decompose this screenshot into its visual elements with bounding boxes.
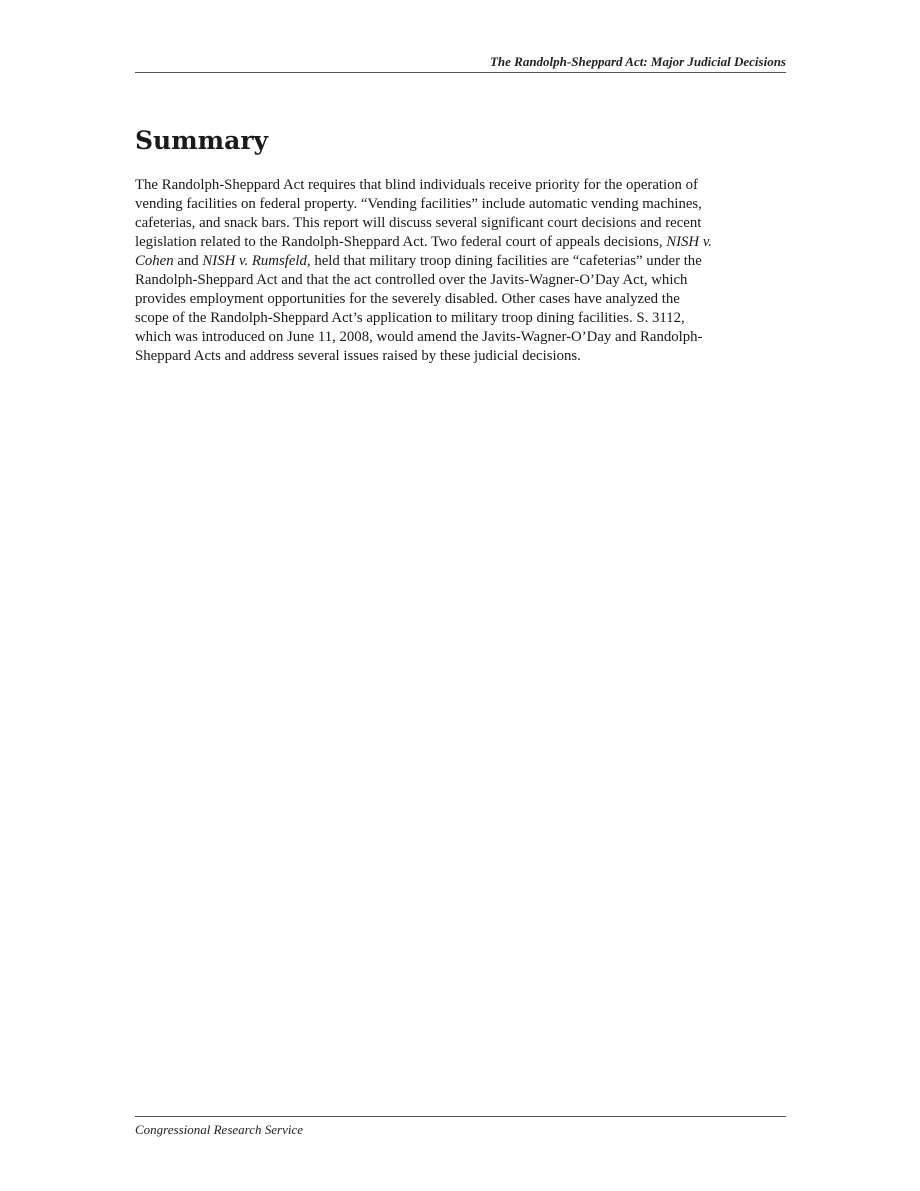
case-name-nish-v-cohen: NISH v. [666,234,712,250]
case-name-nish-v-rumsfeld: NISH v. Rumsfeld [202,253,307,269]
text-segment: vending facilities on federal property. “Vending facilities” include automatic vending machines, [135,196,702,212]
running-footer [135,1116,786,1138]
paragraph-line [135,271,786,290]
case-name-nish-v-cohen-end: Cohen [135,253,174,269]
page-title: Summary [135,126,269,155]
text-segment: and [173,253,203,269]
running-header-title: The Randolph-Sheppard Act: Major Judicial Decisions [489,54,786,69]
summary-paragraph [135,176,786,366]
footer-organization: Congressional Research Service [135,1122,303,1137]
paragraph-line [135,328,786,347]
paragraph-line [135,347,786,366]
paragraph-line [135,290,786,309]
text-segment: , held that military troop dining facilities are “cafeterias” under the [306,253,702,269]
text-segment: provides employment opportunities for the severely disabled. Other cases have analyzed the [135,291,680,307]
text-segment: legislation related to the Randolph-Sheppard Act. Two federal court of appeals decisions, [135,234,667,250]
paragraph-line [135,214,786,233]
paragraph-line [135,195,786,214]
text-segment: which was introduced on June 11, 2008, would amend the Javits-Wagner-O’Day and Randolph- [135,329,703,345]
text-segment: The Randolph-Sheppard Act requires that blind individuals receive priority for the operation of [135,177,698,193]
text-segment: cafeterias, and snack bars. This report will discuss several significant court decisions and recent [135,215,702,231]
paragraph-line [135,176,786,195]
paragraph-line [135,309,786,328]
text-segment: scope of the Randolph-Sheppard Act’s application to military troop dining facilities. S. 3112, [135,310,685,326]
running-header [135,54,786,73]
paragraph-line [135,233,786,252]
text-segment: Randolph-Sheppard Act and that the act controlled over the Javits-Wagner-O’Day Act, which [135,272,688,288]
text-segment: Sheppard Acts and address several issues raised by these judicial decisions. [135,348,581,364]
paragraph-line [135,252,786,271]
